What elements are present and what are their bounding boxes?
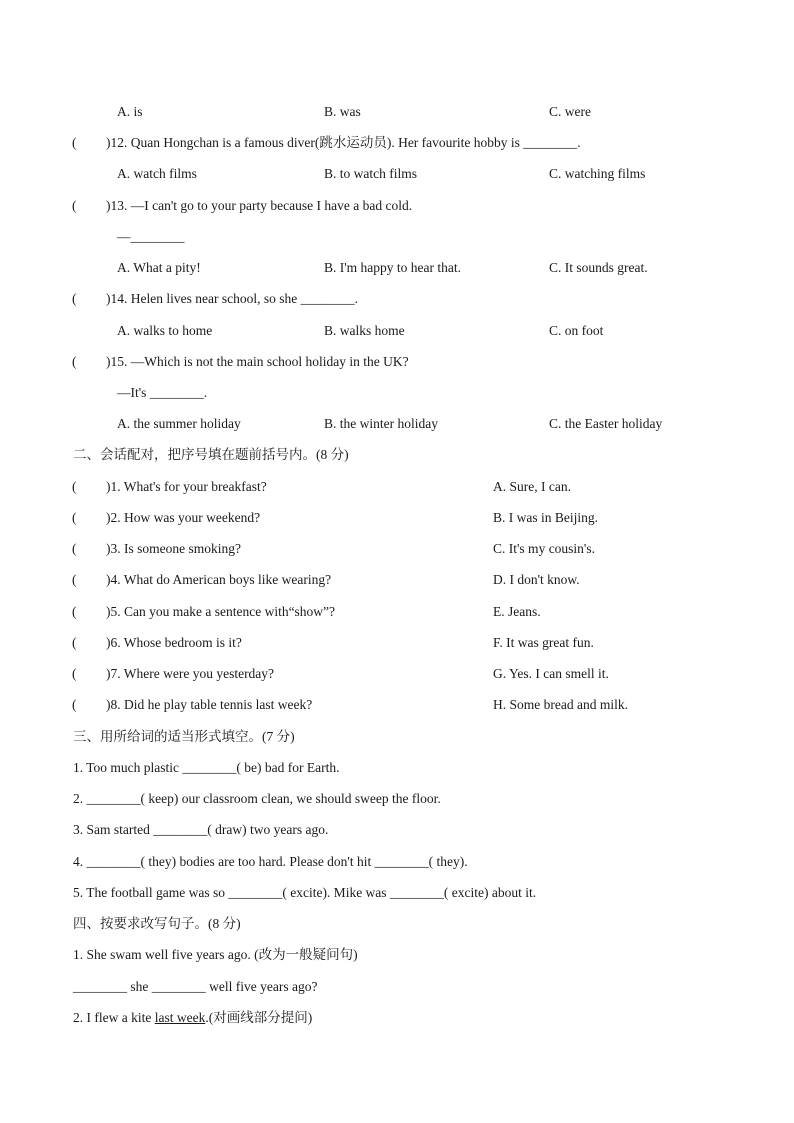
- fill-item: 1. Too much plastic ________( be) bad for Earth.: [73, 760, 340, 775]
- answer-paren: (: [72, 572, 77, 587]
- option-b: B. walks home: [324, 323, 405, 338]
- option-c: C. on foot: [549, 323, 604, 338]
- question-text: )15. —Which is not the main school holiday in the UK?: [106, 354, 409, 369]
- fill-item: 5. The football game was so ________( excite). Mike was ________( excite) about it.: [73, 885, 537, 900]
- option-c: C. It sounds great.: [549, 260, 648, 275]
- option-b: B. was: [324, 104, 361, 119]
- match-question: )7. Where were you yesterday?: [106, 666, 275, 681]
- match-question: )8. Did he play table tennis last week?: [106, 697, 313, 712]
- option-c: C. were: [549, 104, 591, 119]
- match-question: )1. What's for your breakfast?: [106, 479, 267, 494]
- match-answer: F. It was great fun.: [493, 635, 594, 650]
- answer-paren: (: [72, 635, 77, 650]
- section-heading: 四、按要求改写句子。(8 分): [73, 916, 241, 931]
- option-a: A. What a pity!: [117, 260, 201, 275]
- match-question: )4. What do American boys like wearing?: [106, 572, 332, 587]
- section-heading: 三、用所给词的适当形式填空。(7 分): [73, 729, 295, 744]
- option-b: B. the winter holiday: [324, 416, 438, 431]
- match-answer: B. I was in Beijing.: [493, 510, 598, 525]
- fill-item: 2. ________( keep) our classroom clean, we should sweep the floor.: [73, 791, 441, 806]
- match-answer: E. Jeans.: [493, 604, 541, 619]
- answer-paren: (: [72, 510, 77, 525]
- option-c: C. the Easter holiday: [549, 416, 663, 431]
- question-text: )14. Helen lives near school, so she ________.: [106, 291, 358, 306]
- reply-blank: —________: [117, 229, 185, 244]
- match-answer: C. It's my cousin's.: [493, 541, 595, 556]
- answer-paren: (: [72, 291, 77, 306]
- option-a: A. the summer holiday: [117, 416, 241, 431]
- answer-paren: (: [72, 198, 77, 213]
- match-question: )5. Can you make a sentence with“show”?: [106, 604, 336, 619]
- fill-item: 4. ________( they) bodies are too hard. Please don't hit ________( they).: [73, 854, 468, 869]
- match-answer: D. I don't know.: [493, 572, 580, 587]
- match-question: )6. Whose bedroom is it?: [106, 635, 242, 650]
- option-a: A. is: [117, 104, 143, 119]
- option-a: A. watch films: [117, 166, 197, 181]
- rewrite-question-1: 1. She swam well five years ago. (改为一般疑问句): [73, 947, 358, 962]
- option-a: A. walks to home: [117, 323, 213, 338]
- section-heading: 二、会话配对，把序号填在题前括号内。(8 分): [73, 447, 349, 462]
- option-b: B. I'm happy to hear that.: [324, 260, 462, 275]
- answer-paren: (: [72, 697, 77, 712]
- match-answer: A. Sure, I can.: [493, 479, 571, 494]
- answer-paren: (: [72, 604, 77, 619]
- answer-paren: (: [72, 541, 77, 556]
- answer-paren: (: [72, 479, 77, 494]
- match-question: )3. Is someone smoking?: [106, 541, 241, 556]
- match-question: )2. How was your weekend?: [106, 510, 261, 525]
- rewrite-question-2: 2. I flew a kite last week.(对画线部分提问): [73, 1010, 313, 1025]
- question-text: )12. Quan Hongchan is a famous diver(跳水运动员). Her favourite hobby is ________.: [106, 135, 581, 150]
- rewrite-answer-1: ________ she ________ well five years ago?: [73, 979, 318, 994]
- option-c: C. watching films: [549, 166, 646, 181]
- reply-blank: —It's ________.: [117, 385, 208, 400]
- answer-paren: (: [72, 666, 77, 681]
- question-text: )13. —I can't go to your party because I have a bad cold.: [106, 198, 413, 213]
- underlined-phrase: last week: [154, 1010, 206, 1025]
- match-answer: H. Some bread and milk.: [493, 697, 628, 712]
- option-b: B. to watch films: [324, 166, 417, 181]
- answer-paren: (: [72, 135, 77, 150]
- answer-paren: (: [72, 354, 77, 369]
- match-answer: G. Yes. I can smell it.: [493, 666, 609, 681]
- fill-item: 3. Sam started ________( draw) two years ago.: [73, 822, 329, 837]
